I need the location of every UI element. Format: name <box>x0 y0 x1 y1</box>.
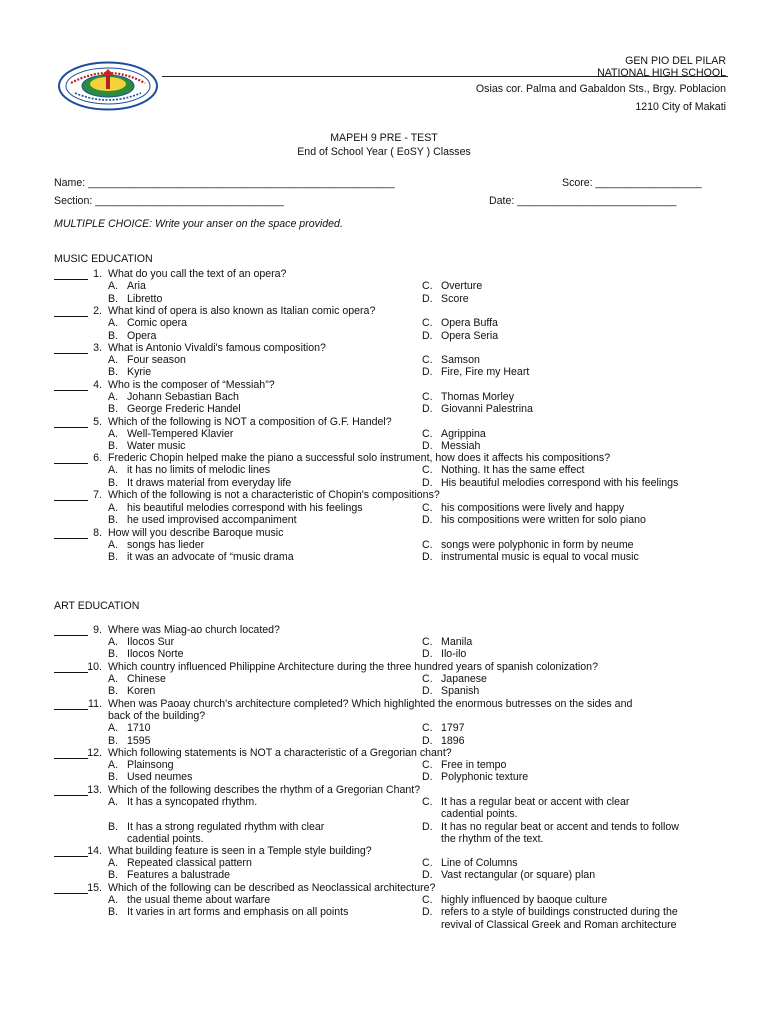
option-letter: D. <box>422 293 433 305</box>
question-number: 7. <box>93 489 102 501</box>
answer-option: D. instrumental music is equal to vocal music <box>422 551 639 563</box>
answer-option: D. His beautiful melodies correspond with his feelings <box>422 477 679 489</box>
school-name-line2: NATIONAL HIGH SCHOOL <box>597 67 726 79</box>
answer-option: B. he used improvised accompaniment <box>108 514 297 526</box>
address-line1: Osias cor. Palma and Gabaldon Sts., Brgy. Poblacion <box>475 83 726 95</box>
option-letter: D. <box>422 440 433 452</box>
answer-option: C. Line of Columns <box>422 857 518 869</box>
option-letter: A. <box>108 636 119 648</box>
answer-option: B. Water music <box>108 440 186 452</box>
option-letter: B. <box>108 293 119 305</box>
answer-option: D. Score <box>422 293 469 305</box>
answer-option: B. Kyrie <box>108 366 152 378</box>
question-text: Which of the following is NOT a composition of G.F. Handel? <box>108 416 392 428</box>
option-letter: B. <box>108 735 119 747</box>
school-seal-logo <box>57 61 159 111</box>
answer-option: C. Japanese <box>422 673 487 685</box>
option-letter: A. <box>108 391 119 403</box>
answer-option: cadential points. <box>127 833 204 845</box>
answer-option: D. Polyphonic texture <box>422 771 529 783</box>
header-rule <box>162 76 728 77</box>
answer-option: C. It has a regular beat or accent with clear <box>422 796 630 808</box>
answer-option: C. highly influenced by baoque culture <box>422 894 608 906</box>
question-text: What kind of opera is also known as Italian comic opera? <box>108 305 376 317</box>
option-letter: D. <box>422 685 433 697</box>
instructions: MULTIPLE CHOICE: Write your anser on the space provided. <box>54 218 343 230</box>
test-title: MAPEH 9 PRE - TEST <box>330 132 438 144</box>
option-letter: B. <box>108 440 119 452</box>
test-subtitle: End of School Year ( EoSY ) Classes <box>297 146 471 158</box>
option-letter: B. <box>108 330 119 342</box>
answer-option: D. Ilo-ilo <box>422 648 467 660</box>
music-section-title: MUSIC EDUCATION <box>54 253 153 265</box>
question-number: 1. <box>93 268 102 280</box>
question-text: Frederic Chopin helped make the piano a successful solo instrument, how does it affects his compositions? <box>108 452 611 464</box>
option-letter: C. <box>422 280 433 292</box>
question-number: 6. <box>93 452 102 464</box>
option-letter: A. <box>108 857 119 869</box>
option-letter: C. <box>422 894 433 906</box>
option-letter: A. <box>108 539 119 551</box>
answer-option: B. It draws material from everyday life <box>108 477 292 489</box>
option-letter: B. <box>108 685 119 697</box>
option-letter: C. <box>422 317 433 329</box>
question-text: What building feature is seen in a Temple style building? <box>108 845 372 857</box>
question-text: Who is the composer of “Messiah”? <box>108 379 275 391</box>
option-letter: A. <box>108 894 119 906</box>
question-text: Which of the following is not a characteristic of Chopin's compositions? <box>108 489 440 501</box>
answer-option: the rhythm of the text. <box>441 833 544 845</box>
option-letter: B. <box>108 514 119 526</box>
answer-option: D. Messiah <box>422 440 481 452</box>
answer-option: revival of Classical Greek and Roman architecture <box>441 919 677 931</box>
option-letter: A. <box>108 428 119 440</box>
answer-option: B. Features a balustrade <box>108 869 231 881</box>
question-number: 14. <box>87 845 102 857</box>
answer-option: A. Ilocos Sur <box>108 636 175 648</box>
option-letter: A. <box>108 722 119 734</box>
answer-option: A. Repeated classical pattern <box>108 857 252 869</box>
question-text: How will you describe Baroque music <box>108 527 284 539</box>
answer-option: A. songs has lieder <box>108 539 205 551</box>
option-letter: A. <box>108 317 119 329</box>
question-number: 3. <box>93 342 102 354</box>
answer-option: B. Ilocos Norte <box>108 648 184 660</box>
art-section-title: ART EDUCATION <box>54 600 140 612</box>
option-letter: C. <box>422 796 433 808</box>
option-letter: C. <box>422 502 433 514</box>
option-letter: D. <box>422 771 433 783</box>
answer-option: D. Fire, Fire my Heart <box>422 366 530 378</box>
question-number: 12. <box>87 747 102 759</box>
answer-option: B. It has a strong regulated rhythm with clear <box>108 821 325 833</box>
option-letter: B. <box>108 648 119 660</box>
option-letter: B. <box>108 477 119 489</box>
option-letter: D. <box>422 735 433 747</box>
option-letter: A. <box>108 354 119 366</box>
option-letter: C. <box>422 539 433 551</box>
date-field[interactable]: Date: ___________________________ <box>489 195 677 207</box>
question-text: Where was Miag-ao church located? <box>108 624 280 636</box>
question-text: Which of the following can be described as Neoclassical architecture? <box>108 882 436 894</box>
option-letter: B. <box>108 403 119 415</box>
school-name-line1: GEN PIO DEL PILAR <box>625 55 726 67</box>
answer-option: D. 1896 <box>422 735 465 747</box>
answer-option: A. Well-Tempered Klavier <box>108 428 234 440</box>
question-number: 10. <box>87 661 102 673</box>
question-text: When was Paoay church's architecture completed? Which highlighted the enormous butresses on the sides and <box>108 698 633 710</box>
name-field[interactable]: Name: ____________________________________________________ <box>54 177 395 189</box>
answer-option: C. his compositions were lively and happy <box>422 502 625 514</box>
answer-option: A. Aria <box>108 280 146 292</box>
answer-option: D. Vast rectangular (or square) plan <box>422 869 596 881</box>
question-number: 4. <box>93 379 102 391</box>
option-letter: A. <box>108 464 119 476</box>
question-number: 5. <box>93 416 102 428</box>
answer-option: C. 1797 <box>422 722 465 734</box>
option-letter: B. <box>108 821 119 833</box>
address-line2: 1210 City of Makati <box>635 101 726 113</box>
answer-option: D. Giovanni Palestrina <box>422 403 533 415</box>
answer-option: C. Opera Buffa <box>422 317 498 329</box>
option-letter: C. <box>422 636 433 648</box>
option-letter: D. <box>422 330 433 342</box>
question-number: 9. <box>93 624 102 636</box>
option-letter: B. <box>108 551 119 563</box>
answer-option: A. Plainsong <box>108 759 174 771</box>
answer-option: C. Thomas Morley <box>422 391 514 403</box>
answer-option: B. George Frederic Handel <box>108 403 241 415</box>
option-letter: D. <box>422 906 433 918</box>
answer-option: B. Used neumes <box>108 771 193 783</box>
option-letter: D. <box>422 477 433 489</box>
option-letter: D. <box>422 821 433 833</box>
option-letter: D. <box>422 551 433 563</box>
answer-option: D. his compositions were written for solo piano <box>422 514 646 526</box>
question-text: Which country influenced Philippine Architecture during the three hundred years of spanish colonization? <box>108 661 598 673</box>
answer-option: D. It has no regular beat or accent and tends to follow <box>422 821 679 833</box>
question-number: 11. <box>88 698 102 710</box>
answer-option: C. Free in tempo <box>422 759 507 771</box>
answer-option: A. Comic opera <box>108 317 188 329</box>
answer-option: C. Nothing. It has the same effect <box>422 464 585 476</box>
answer-option: A. it has no limits of melodic lines <box>108 464 271 476</box>
option-letter: D. <box>422 648 433 660</box>
option-letter: C. <box>422 428 433 440</box>
option-letter: B. <box>108 906 119 918</box>
answer-option: C. Agrippina <box>422 428 486 440</box>
answer-option: D. Spanish <box>422 685 480 697</box>
answer-option: C. Samson <box>422 354 480 366</box>
answer-option: A. Johann Sebastian Bach <box>108 391 239 403</box>
question-text: Which following statements is NOT a characteristic of a Gregorian chant? <box>108 747 452 759</box>
score-field[interactable]: Score: __________________ <box>562 177 702 189</box>
answer-option: B. Libretto <box>108 293 163 305</box>
answer-option: B. It varies in art forms and emphasis on all points <box>108 906 349 918</box>
answer-option: B. Opera <box>108 330 157 342</box>
question-number: 2. <box>93 305 102 317</box>
answer-option: B. Koren <box>108 685 156 697</box>
option-letter: D. <box>422 869 433 881</box>
option-letter: C. <box>422 391 433 403</box>
option-letter: D. <box>422 514 433 526</box>
option-letter: B. <box>108 869 119 881</box>
option-letter: C. <box>422 464 433 476</box>
answer-option: D. Opera Seria <box>422 330 499 342</box>
section-field[interactable]: Section: ________________________________ <box>54 195 284 207</box>
question-text: Which of the following describes the rhythm of a Gregorian Chant? <box>108 784 421 796</box>
option-letter: C. <box>422 857 433 869</box>
answer-option: cadential points. <box>441 808 518 820</box>
question-text: What is Antonio Vivaldi's famous composition? <box>108 342 326 354</box>
option-letter: A. <box>108 502 119 514</box>
option-letter: C. <box>422 759 433 771</box>
answer-option: C. Overture <box>422 280 483 292</box>
answer-option: A. Chinese <box>108 673 166 685</box>
answer-option: A. his beautiful melodies correspond with his feelings <box>108 502 363 514</box>
answer-option: C. Manila <box>422 636 473 648</box>
option-letter: A. <box>108 280 119 292</box>
answer-option: B. 1595 <box>108 735 151 747</box>
answer-option: B. it was an advocate of “music drama <box>108 551 294 563</box>
answer-option: A. Four season <box>108 354 186 366</box>
option-letter: A. <box>108 796 119 808</box>
option-letter: D. <box>422 403 433 415</box>
answer-option: D. refers to a style of buildings constructed during the <box>422 906 678 918</box>
answer-option: C. songs were polyphonic in form by neume <box>422 539 634 551</box>
question-number: 15. <box>87 882 102 894</box>
question-number: 13. <box>87 784 102 796</box>
option-letter: B. <box>108 771 119 783</box>
question-text: What do you call the text of an opera? <box>108 268 287 280</box>
answer-option: A. 1710 <box>108 722 151 734</box>
answer-option: A. It has a syncopated rhythm. <box>108 796 258 808</box>
option-letter: C. <box>422 673 433 685</box>
option-letter: C. <box>422 722 433 734</box>
answer-option: A. the usual theme about warfare <box>108 894 271 906</box>
option-letter: B. <box>108 366 119 378</box>
option-letter: C. <box>422 354 433 366</box>
option-letter: D. <box>422 366 433 378</box>
question-number: 8. <box>93 527 102 539</box>
option-letter: A. <box>108 759 119 771</box>
option-letter: A. <box>108 673 119 685</box>
answer-option: back of the building? <box>108 710 206 722</box>
